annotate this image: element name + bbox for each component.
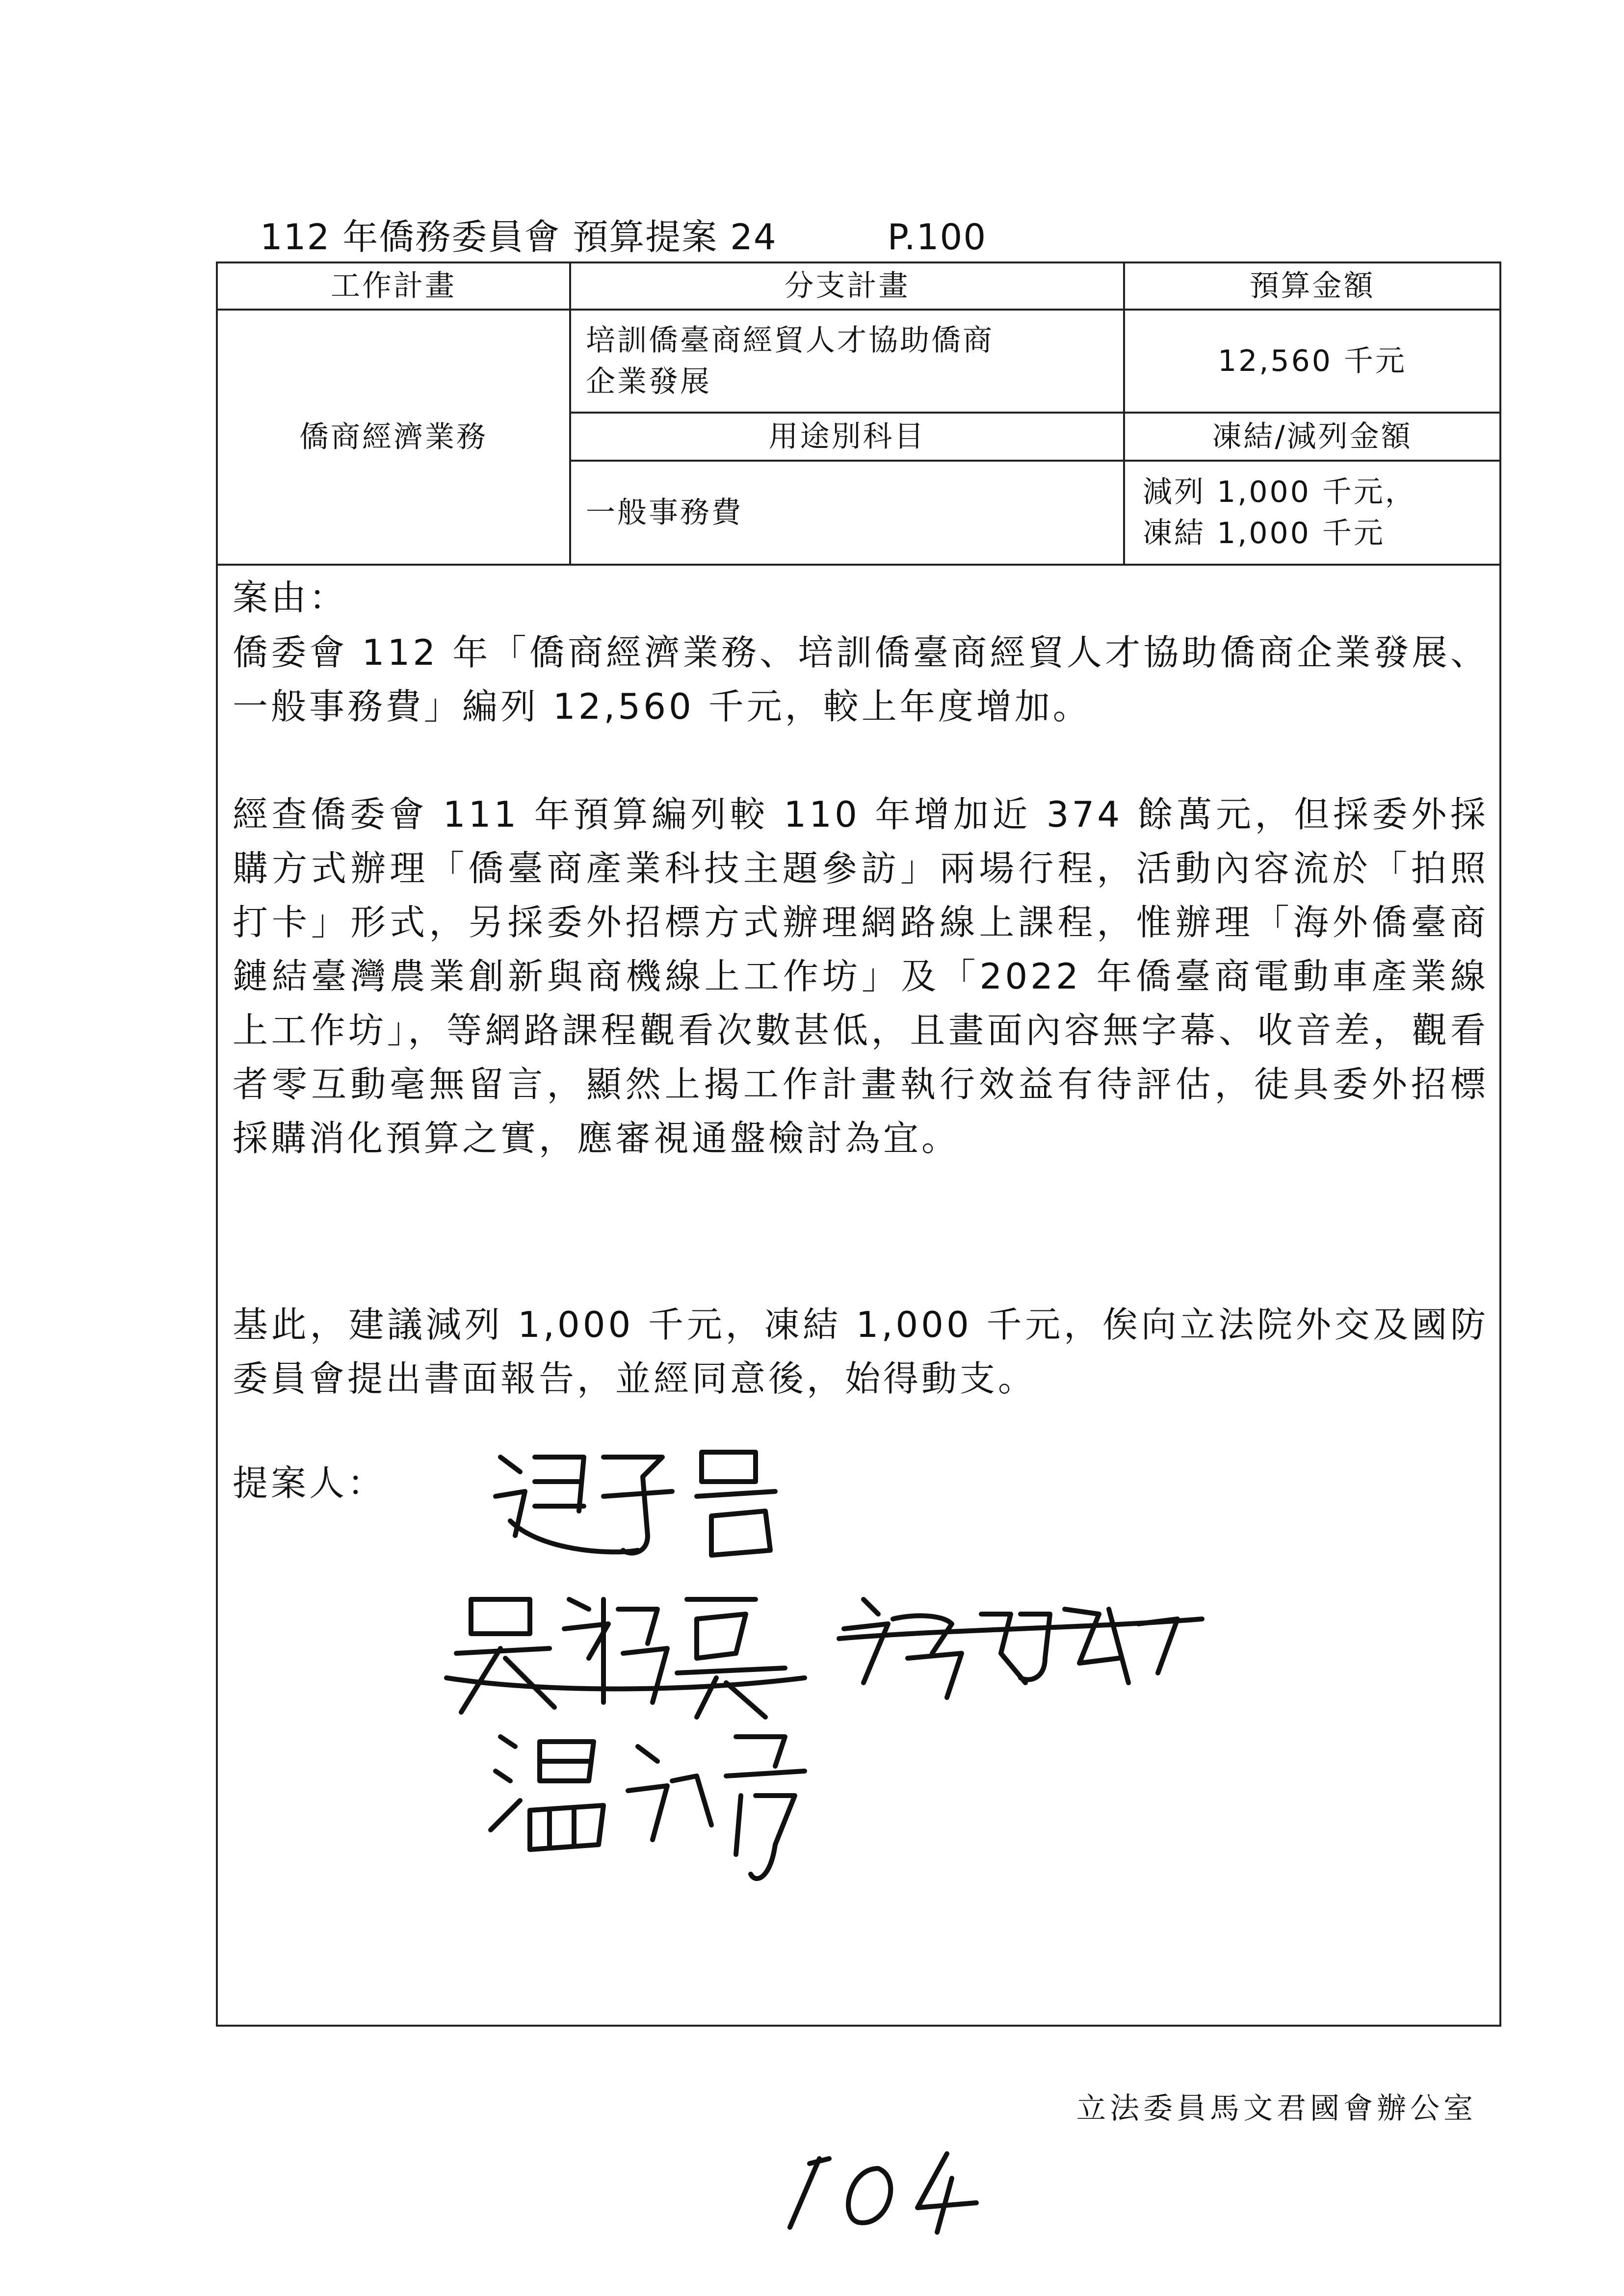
signature-wen-yu-hsia: [481, 1717, 824, 1894]
sub-plan-value: [571, 311, 1123, 412]
purpose-value: 一般事務費: [586, 496, 743, 530]
budget-value: 12,560 千元: [1217, 344, 1407, 378]
page-header: [260, 209, 987, 260]
signature-ma-wen-chun: [481, 1437, 805, 1585]
header-sub-plan: 分支計畫: [784, 269, 910, 303]
work-plan-value: 僑商經濟業務: [299, 420, 488, 454]
freeze-amount: 凍結 1,000 千元: [1143, 516, 1385, 550]
sub-plan-line: 企業發展: [586, 365, 711, 399]
header-purpose-item: 用途別科目: [768, 419, 926, 454]
handwritten-page-number: [780, 2149, 986, 2237]
paragraph-recommendation: 基此，建議減列 1,000 千元，凍結 1,000 千元，俟向立法院外交及國防委員會提出書面報告，並經同意後，始得動支。: [233, 1304, 1489, 1399]
paragraph-findings: 經查僑委會 111 年預算編列較 110 年增加近 374 餘萬元，但採委外採購方式辦理「僑臺商產業科技主題參訪」兩場行程，活動內容流於「拍照打卡」形式，另採委外招標方式辦理網路線上課程，惟辦理「海外僑臺商鏈結臺灣農業創新與商機線上工作坊」及「2022 年僑臺商電動車產業線上工作坊」，等網路課程觀看次數甚低，且畫面內容無字幕、收音差，觀看者零互動毫無留言，顯然上揭工作計畫執行效益有待評估，徒具委外招標採購消化預算之實，應審視通盤檢討為宜。: [233, 794, 1489, 1159]
signature-tseng-ming-chung: [834, 1585, 1207, 1722]
header-freeze-cut-amount: 凍結/減列金額: [1212, 419, 1413, 454]
header-budget-amount: 預算金額: [1249, 269, 1375, 303]
sub-plan-line: 培訓僑臺商經貿人才協助僑商: [586, 323, 994, 358]
header-title: 112 年僑務委員會 預算提案 24: [260, 216, 777, 258]
cut-amount: 減列 1,000 千元，: [1143, 475, 1416, 509]
proposer-label: 提案人：: [233, 1462, 386, 1504]
signature-wu-sz-huai: [442, 1580, 814, 1727]
table-divider: [218, 564, 1499, 566]
freeze-cut-value: [1125, 462, 1499, 564]
header-page-number: P.100: [887, 216, 987, 258]
reason-label: 案由：: [233, 577, 348, 618]
header-work-plan: 工作計畫: [331, 269, 456, 303]
paragraph-reason: 僑委會 112 年「僑商經濟業務、培訓僑臺商經貿人才協助僑商企業發展、一般事務費」編列 12,560 千元，較上年度增加。: [233, 632, 1489, 727]
office-footer: 立法委員馬文君國會辦公室: [1076, 2091, 1477, 2126]
